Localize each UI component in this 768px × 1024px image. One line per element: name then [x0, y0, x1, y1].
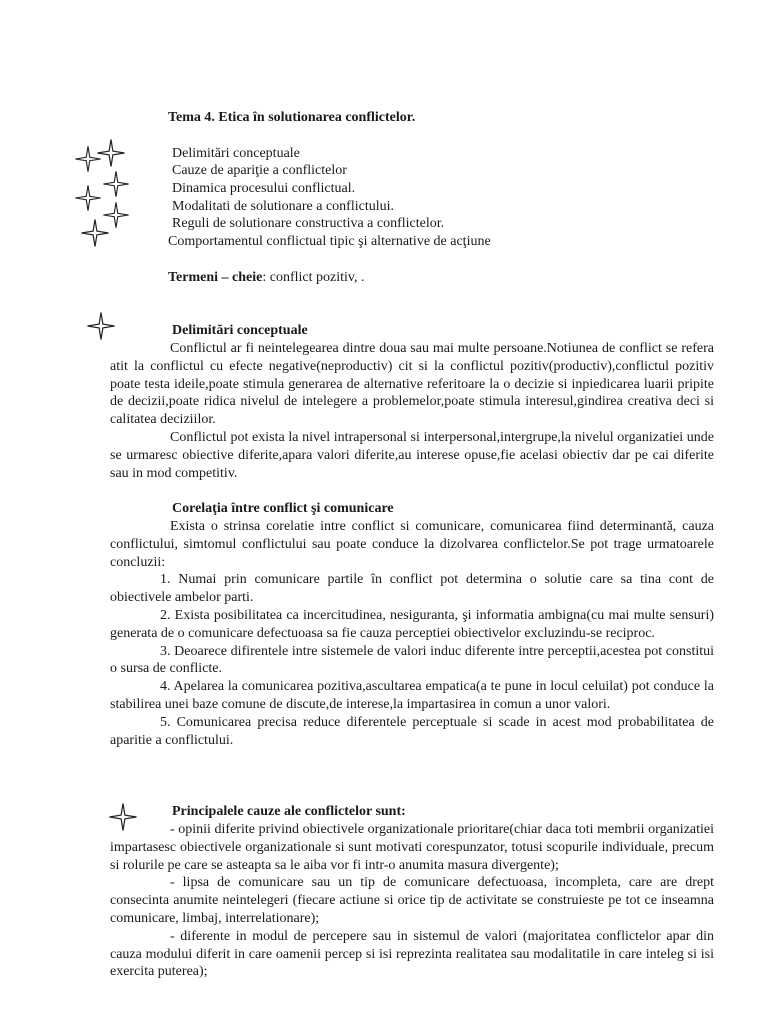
paragraph: Conflictul ar fi neintelegearea dintre doua sau mai multe persoane.Notiunea de conflict se refera atit la conflictul cu efecte negative(neproductiv) cit si la conflictul pozitiv(productiv),conflictul pozitiv poate testa ideile,poate stimula generarea de alternative referitoare la o decizie si inpiedicarea luarii pripite de decizii,poate ridica nivelul de intelegere a problemelor,poate stimula interesul,gindirea creativa deci si calitatea deciziilor. [110, 341, 714, 428]
list-item: - opinii diferite privind obiectivele organizationale prioritare(chiar daca toti membrii organizatiei impartasesc obiectivele organizationale si sunt motivati corespunzator, totusi scopurile individuale, precum si rolurile pe care se asteapta sa le aiba vor fi intr-o anumita masura divergente); [110, 822, 714, 873]
outline-item: Delimitări conceptuale [172, 146, 300, 161]
outline-item: Modalitati de solutionare a conflictului. [172, 199, 394, 214]
star-bullet-icon [86, 311, 116, 341]
keywords-line [168, 269, 364, 287]
section-heading: Corelaţia între conflict şi comunicare [172, 501, 394, 516]
outline-item: Cauze de apariţie a conflictelor [172, 163, 347, 178]
numbered-item: 5. Comunicarea precisa reduce diferentele perceptuale si scade in acest mod probabilitatea de aparitie a conflictului. [110, 714, 714, 748]
outline-item: Reguli de solutionare constructiva a conflictelor. [172, 216, 445, 231]
paragraph: Exista o strinsa corelatie intre conflict si comunicare, comunicarea fiind determinantă, cauza conflictului, simtomul conflictului sau poate conduce la dizolvarea conflictelor.Se pot trage urmatoarele concluzii: [110, 519, 714, 570]
numbered-item: 4. Apelarea la comunicarea pozitiva,ascultarea empatica(a te pune in locul celuilat) pot conduce la stabilirea unei baze comune de discute,de interese,la impartasirea in comun a unor valori. [110, 679, 714, 712]
outline-item: Comportamentul conflictual tipic şi alternative de acţiune [168, 234, 491, 249]
page-title: Tema 4. Etica în solutionarea conflictelor. [168, 110, 416, 125]
paragraph: Conflictul pot exista la nivel intrapersonal si interpersonal,intergrupe,la nivelul organizatiei unde se urmaresc obiective diferite,apara valori diferite,au interese opuse,fie acelasi obiectiv dar pe cai diferite sau in mod competitiv. [110, 429, 714, 481]
star-bullet-icon [102, 170, 130, 198]
section-body [110, 821, 714, 981]
star-bullet-icon [74, 184, 102, 212]
list-item: - lipsa de comunicare sau un tip de comunicare defectuoasa, incompleta, care are drept consecinta anumite neintelegeri (fiecare actiune si orice tip de activitate se construieste pe tot ce inseamna comunicare, limbaj, interrelationare); [110, 875, 714, 926]
outline-item: Dinamica procesului conflictual. [172, 181, 356, 196]
numbered-item: 1. Numai prin comunicare partile în conflict pot determina o solutie care sa tina cont de obiectivele ambelor parti. [110, 572, 714, 606]
section-body [110, 518, 714, 749]
list-item: - diferente in modul de percepere sau in sistemul de valori (majoritatea conflictelor apar din cauza modului diferit in care oamenii percep si isi reprezinta realitatea sau modalitatile in care inteleg si isi exercita puterea); [110, 928, 714, 980]
section-body [110, 340, 714, 482]
keywords-text: : conflict pozitiv, . [262, 270, 365, 285]
numbered-item: 2. Exista posibilitatea ca incercitudinea, nesiguranta, şi informatia ambigna(cu mai multe sensuri) generata de o comunicare defectuoasa sa fie cauza perceptiei obiectivelor excluzindu-se reciproc. [110, 607, 714, 641]
keywords-label: Termeni – cheie [168, 270, 263, 285]
star-bullet-icon [80, 218, 110, 248]
numbered-item: 3. Deoarece difirentele intre sistemele de valori induc diferente intre perceptii,acestea pot constitui o sursa de conflicte. [110, 643, 714, 677]
section-heading: Delimitări conceptuale [172, 323, 308, 338]
section-heading: Principalele cauze ale conflictelor sunt: [172, 804, 406, 819]
star-bullet-icon [96, 138, 126, 168]
